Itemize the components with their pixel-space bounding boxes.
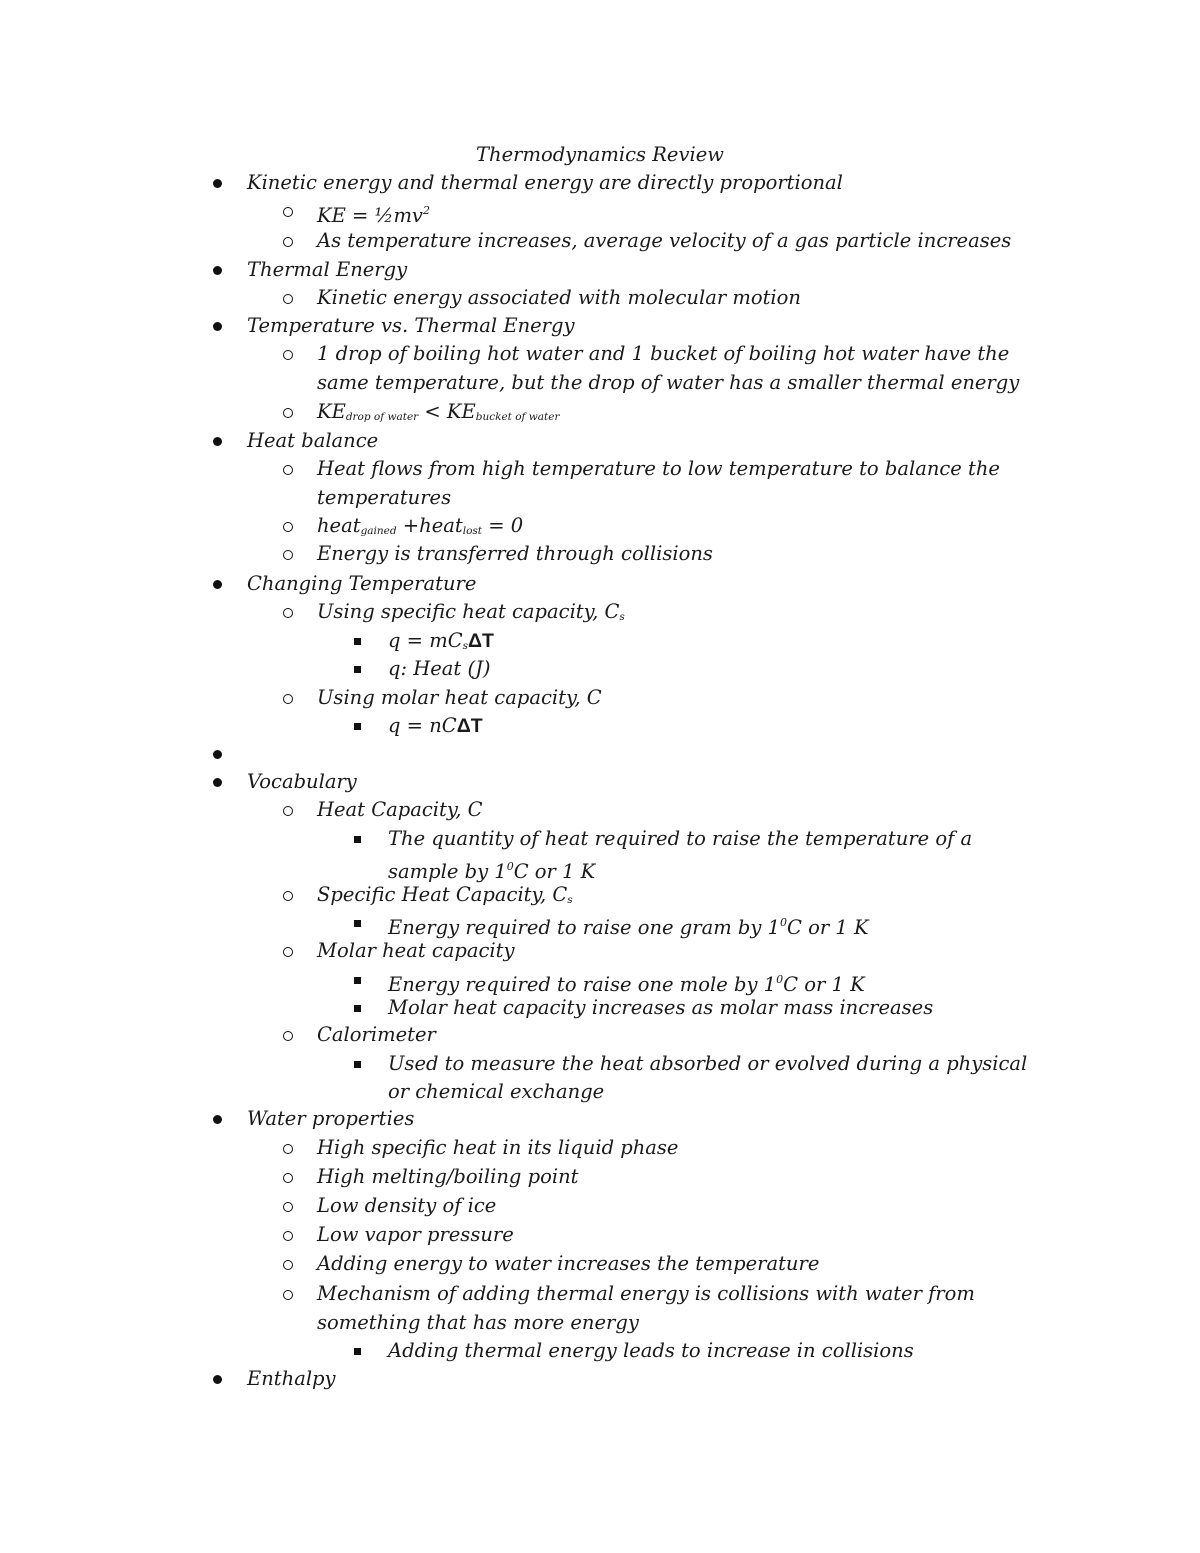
list-item-continuation: or chemical exchange [388, 1080, 605, 1103]
list-item: 1 drop of boiling hot water and 1 bucket of boiling hot water have the [317, 340, 1009, 368]
bullet-icon [213, 1375, 222, 1384]
circle-bullet-icon [283, 947, 293, 957]
list-item: Molar heat capacity [317, 937, 515, 965]
list-item: KE = $\frac{1}{2}mv^2$ [317, 197, 430, 230]
list-item: Kinetic energy and thermal energy are directly proportional [247, 169, 843, 197]
list-item: Using specific heat capacity, $C_s$ [317, 598, 625, 631]
bullet-icon [213, 778, 222, 787]
circle-bullet-icon [283, 237, 293, 247]
circle-bullet-icon [283, 891, 293, 901]
list-item: $q = mC_s\Delta T$ [388, 627, 494, 660]
bullet-icon [213, 437, 222, 446]
list-item: Adding thermal energy leads to increase in collisions [388, 1337, 914, 1365]
square-bullet-icon [354, 836, 361, 843]
circle-bullet-icon [283, 1290, 293, 1300]
list-item: Heat Capacity, C [317, 796, 483, 824]
list-item: Used to measure the heat absorbed or evolved during a physical [388, 1050, 1027, 1078]
page-title: Thermodynamics Review [476, 143, 724, 166]
bullet-icon [213, 266, 222, 275]
list-item: Vocabulary [247, 768, 357, 796]
circle-bullet-icon [283, 694, 293, 704]
circle-bullet-icon [283, 1173, 293, 1183]
list-item-continuation: temperatures [317, 486, 452, 509]
square-bullet-icon [354, 723, 361, 730]
circle-bullet-icon [283, 1144, 293, 1154]
circle-bullet-icon [283, 408, 293, 418]
square-bullet-icon [354, 666, 361, 673]
circle-bullet-icon [283, 806, 293, 816]
circle-bullet-icon [283, 1031, 293, 1041]
list-item: Enthalpy [247, 1365, 336, 1393]
circle-bullet-icon [283, 1231, 293, 1241]
list-item: High melting/boiling point [317, 1163, 578, 1191]
list-item: Specific Heat Capacity, $C_s$ [317, 881, 573, 914]
circle-bullet-icon [283, 1260, 293, 1270]
bullet-icon [213, 179, 222, 188]
circle-bullet-icon [283, 608, 293, 618]
list-item: Energy is transferred through collisions [317, 540, 713, 568]
bullet-icon [213, 750, 222, 759]
list-item: $KE_{drop of water} < KE_{bucket of water}$ [317, 398, 559, 431]
list-item: Energy required to raise one gram by $1^0C$ or 1 K [388, 909, 869, 942]
list-item: q: Heat (J) [388, 655, 491, 683]
list-item: Low vapor pressure [317, 1221, 514, 1249]
list-item: Thermal Energy [247, 256, 407, 284]
circle-bullet-icon [283, 350, 293, 360]
list-item: The quantity of heat required to raise the temperature of a [388, 825, 972, 853]
circle-bullet-icon [283, 294, 293, 304]
list-item: As temperature increases, average velocity of a gas particle increases [317, 227, 1011, 255]
list-item: Molar heat capacity increases as molar mass increases [388, 994, 933, 1022]
list-item-continuation: same temperature, but the drop of water has a smaller thermal energy [317, 371, 1020, 394]
list-item: Changing Temperature [247, 570, 476, 598]
list-item: Kinetic energy associated with molecular motion [317, 284, 801, 312]
list-item: Heat balance [247, 427, 378, 455]
list-item-continuation: something that has more energy [317, 1311, 639, 1334]
list-item: Calorimeter [317, 1021, 436, 1049]
bullet-icon [213, 1115, 222, 1124]
list-item: Mechanism of adding thermal energy is collisions with water from [317, 1280, 975, 1308]
square-bullet-icon [354, 977, 361, 984]
list-item: Heat flows from high temperature to low temperature to balance the [317, 455, 1000, 483]
square-bullet-icon [354, 1005, 361, 1012]
list-item: Water properties [247, 1105, 414, 1133]
list-item: Using molar heat capacity, C [317, 684, 602, 712]
circle-bullet-icon [283, 522, 293, 532]
list-item: Energy required to raise one mole by $1^0C$ or 1 K [388, 966, 865, 999]
list-item: q = nCΔT [388, 712, 483, 740]
circle-bullet-icon [283, 550, 293, 560]
square-bullet-icon [354, 920, 361, 927]
list-item: Temperature vs. Thermal Energy [247, 312, 575, 340]
square-bullet-icon [354, 1348, 361, 1355]
circle-bullet-icon [283, 207, 293, 217]
circle-bullet-icon [283, 465, 293, 475]
list-item: High specific heat in its liquid phase [317, 1134, 678, 1162]
circle-bullet-icon [283, 1202, 293, 1212]
list-item: Adding energy to water increases the temperature [317, 1250, 819, 1278]
list-item: heat$_{gained}$ +heat$_{lost}$ = 0 [317, 512, 523, 545]
bullet-icon [213, 580, 222, 589]
list-item: Low density of ice [317, 1192, 496, 1220]
square-bullet-icon [354, 1061, 361, 1068]
list-item-continuation: sample by $1^0C$ or 1 K [388, 860, 596, 883]
bullet-icon [213, 322, 222, 331]
square-bullet-icon [354, 638, 361, 645]
